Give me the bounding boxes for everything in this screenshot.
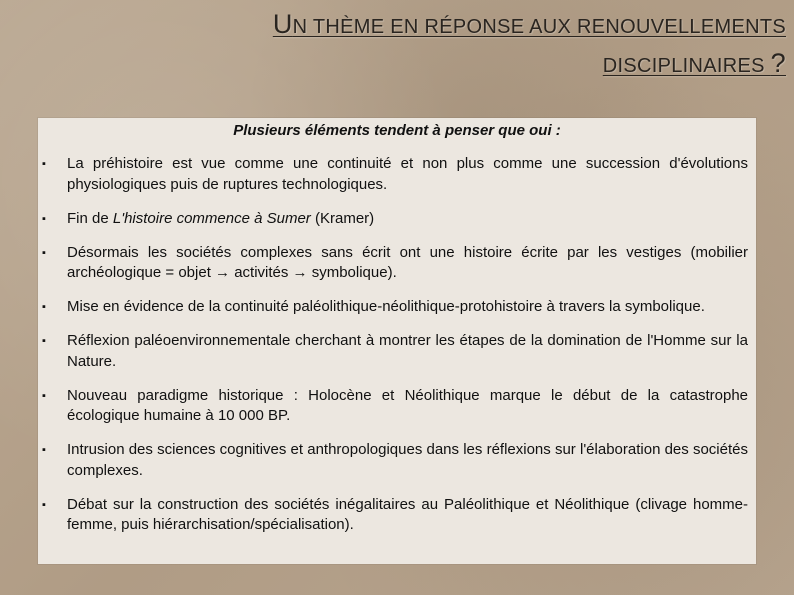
title-line-1-text: N THÈME EN RÉPONSE AUX RENOUVELLEMENTS [292,16,786,38]
list-item [38,440,756,481]
title-question-mark: ? [770,48,786,78]
list-item [38,154,756,195]
title-line-2-text: DISCIPLINAIRES [602,55,771,77]
square-bullet-icon: ▪ [42,158,46,170]
list-item [38,495,756,536]
list-item-text: La préhistoire est vue comme une continuité et non plus comme une succession d'évolutions physiologiques puis de ruptures technologiques. [67,155,748,193]
list-item-text: Débat sur la construction des sociétés inégalitaires au Paléolithique et Néolithique (clivage homme-femme, puis hiérarchisation/spécialisation). [67,495,748,533]
bullet-list [38,154,756,549]
title-initial-cap: U [272,9,293,39]
list-item-text: Intrusion des sciences cognitives et anthropologiques dans les réflexions sur l'élaboration des sociétés complexes. [67,441,748,479]
panel-subtitle: Plusieurs éléments tendent à penser que oui : [233,122,561,139]
list-item-text: Nouveau paradigme historique : Holocène et Néolithique marque le début de la catastrophe écologique humaine à 10 000 BP. [67,386,748,424]
slide-title [126,6,786,84]
list-item-text-suffix: (Kramer) [310,209,375,227]
square-bullet-icon: ▪ [42,212,46,225]
slide-title-line-2 [126,45,786,84]
list-item [38,297,756,318]
list-item [38,386,756,427]
square-bullet-icon: ▪ [42,301,46,313]
list-item [38,331,756,372]
list-item-text: Réflexion paléoenvironnementale cherchant à montrer les étapes de la domination de l'Homme sur la Nature. [67,332,748,370]
list-item-text: Mise en évidence de la continuité paléolithique-néolithique-protohistoire à travers la symbolique. [67,298,705,315]
list-item-text: Désormais les sociétés complexes sans écrit ont une histoire écrite par les vestiges (mobilier archéologique = objet → activités → symbolique). [67,243,748,281]
list-item-text: Fin de [67,209,113,227]
square-bullet-icon: ▪ [42,246,46,259]
square-bullet-icon: ▪ [42,389,46,402]
list-item [38,243,756,284]
content-panel [38,118,756,564]
square-bullet-icon: ▪ [42,335,46,347]
square-bullet-icon: ▪ [42,498,46,511]
list-item [38,209,756,230]
book-title: L'histoire commence à Sumer [112,209,311,227]
square-bullet-icon: ▪ [42,444,46,456]
slide-title-line-1 [126,6,786,45]
